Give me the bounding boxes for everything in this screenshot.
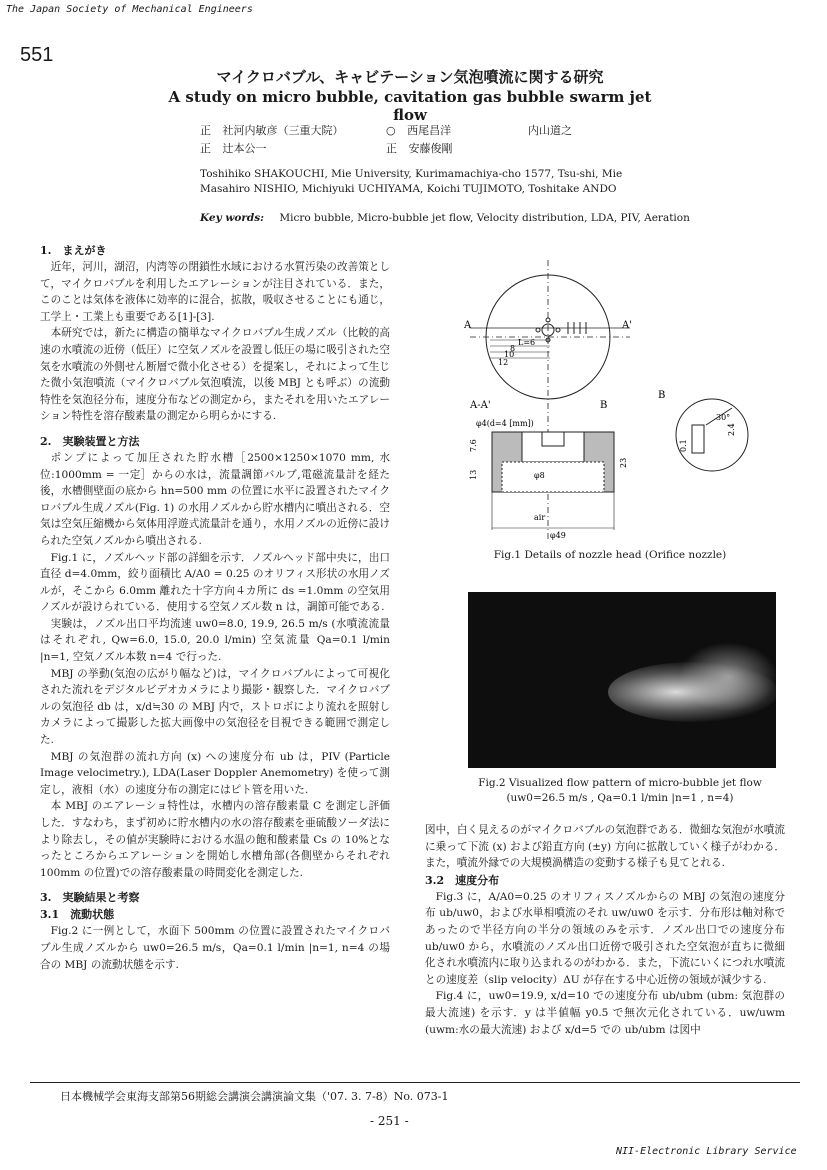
title-jp: マイクロバブル、キャビテーション気泡噴流に関する研究	[216, 68, 604, 86]
paragraph: 図中，白く見えるのがマイクロバブルの気泡群である．微細な気泡が水噴流に乗って下流 (x) および鉛直方向 (±y) 方向に拡散していく様子がわかる．また，噴流外縁での大規模渦構造の変動する様子も見てとれる.	[425, 824, 785, 870]
author-row-2b	[386, 140, 453, 156]
page-number: - 251 -	[370, 1114, 409, 1128]
paragraph: Fig.3 に，A/A0=0.25 のオリフィスノズルからの MBJ の気泡の速度分布 ub/uw0，および水単相噴流のそれ uw/uw0 を示す．分布形は軸対称であったので半径方向の半分の領域のみを示す．ノズル出口での速度分布 ub/uw0 から，水噴流のノズル出口近傍で吸引された空気泡が直ちに微細化され水噴流内に取り込まれるのがわかる．また，下流にいくにつれ水噴流との速度差（slip velocity）ΔU が存在する中心近傍の領域が減少する.	[425, 890, 785, 986]
fig1-caption: Fig.1 Details of nozzle head (Orifice nozzle)	[493, 549, 727, 561]
paragraph: Fig.1 に，ノズルヘッド部の詳細を示す．ノズルヘッド部中央に，出口直径 d=4.0mm，絞り面積比 A/A0 = 0.25 のオリフィス形状の水用ノズルが，そこから 6.0mm 離れた十字方向４カ所に ds =1.0mm の空気用ノズルが設けられている．使用する空気ノズル数 n は，調節可能である.	[40, 551, 390, 614]
fig1-nozzle-diagram	[430, 240, 790, 560]
label-a-prime: A'	[622, 320, 632, 331]
right-column	[425, 822, 785, 1038]
label-2-4: 2.4	[727, 423, 736, 436]
label-aa: A-A'	[470, 400, 491, 411]
label-0-1: 0.1	[679, 439, 688, 452]
section-3-heading: 3. 実験結果と考察	[40, 891, 140, 905]
section-3-1-heading: 3.1 流動状態	[40, 908, 115, 922]
author-row-1b	[386, 122, 451, 138]
authors-en-line2: Masahiro NISHIO, Michiyuki UCHIYAMA, Koichi TUJIMOTO, Toshitake ANDO	[200, 183, 617, 195]
paper-number: 551	[20, 44, 54, 66]
keywords-text: Micro bubble, Micro-bubble jet flow, Velocity distribution, LDA, PIV, Aeration	[279, 212, 690, 224]
label-l: L=6	[518, 338, 536, 347]
label-phi8: φ8	[534, 471, 545, 480]
label-10: 10	[504, 350, 515, 359]
label-b: B	[600, 400, 608, 411]
label-phi49: φ49	[550, 531, 566, 540]
society-header: The Japan Society of Mechanical Engineers	[6, 4, 253, 15]
section-1-heading: 1. まえがき	[40, 244, 107, 257]
author-name: 社河内敏彦（三重大院）	[222, 124, 344, 137]
authors-en-line1: Toshihiko SHAKOUCHI, Mie University, Kurimamachiya-cho 1577, Tsu-shi, Mie	[200, 168, 623, 180]
label-b2: B	[658, 390, 666, 401]
author-name: 内山道之	[528, 124, 572, 137]
section-2-heading: 2. 実験装置と方法	[40, 434, 140, 448]
author-row-1	[200, 122, 344, 138]
footer-rule	[30, 1082, 800, 1083]
label-12: 12	[498, 358, 509, 367]
paragraph: ポンプによって加圧された貯水槽［2500×1250×1070 mm, 水位:1000mm = 一定］からの水は，流量調節バルブ,電磁流量計を経た後，水槽側壁面の底から hn=500 mm の位置に水平に設置されたマイクロバブル生成ノズル(Fig. 1) の水用ノズルから貯水槽内に噴出される．空気は空気圧縮機から気体用浮遊式流量計を通り，水用ノズルの近傍に設けられた空気ノズルから噴出される.	[40, 451, 390, 547]
label-7-6: 7.6	[469, 439, 478, 452]
label-23: 23	[619, 457, 628, 468]
paragraph: 本研究では，新たに構造の簡単なマイクロバブル生成ノズル（比較的高速の水噴流の近傍（低圧）に空気ノズルを設置し低圧の場に吸引された空気を水噴流の外側せん断層で微小化させる）を提案し，それによって生じた微小気泡噴流（マイクロバブル気泡噴流，以後 MBJ とも呼ぶ）の流動特性を気泡径分布，速度分布などの測定から，またそれを用いたエアレーション特性を溶存酸素量の測定から明らかにする.	[40, 327, 390, 423]
keywords-label: Key words:	[200, 212, 265, 224]
proceedings-footer: 日本機械学会東海支部第56期総会講演会講演論文集（'07. 3. 7-8）No. 073-1	[60, 1090, 449, 1103]
paragraph: MBJ の挙動(気泡の広がり幅など)は，マイクロバブルによって可視化された流れをデジタルビデオカメラにより撮影・観察した．マイクロバブルの気泡径 db は，x/d≒30 の MBJ 内で，ストロボにより流れを照射しカメラによって撮影した拡大画像中の気泡径を目視できる範囲で測定した.	[40, 667, 390, 747]
label-air: air	[534, 513, 546, 522]
service-footer: NII-Electronic Library Service	[616, 1146, 797, 1157]
paragraph: 実験は，ノズル出口平均流速 uw0=8.0, 19.9, 26.5 m/s (水噴流流量はそれぞれ, Qw=6.0, 15.0, 20.0 l/min) 空気流量 Qa=0.1 l/min |n=1, 空気ノズル本数 n=4 で行った.	[40, 617, 390, 664]
label-a: A	[464, 320, 472, 331]
label-phi4: φ4(d=4 [mm])	[476, 419, 534, 428]
fig2-subcaption: (uw0=26.5 m/s , Qa=0.1 l/min |n=1 , n=4)	[506, 792, 734, 804]
author-mark: 正	[386, 142, 397, 155]
fig2-flow-image	[468, 592, 776, 768]
author-mark: 正	[200, 142, 211, 155]
paragraph: Fig.2 に一例として，水面下 500mm の位置に設置されたマイクロバブル生成ノズルから uw0=26.5 m/s，Qa=0.1 l/min |n=1, n=4 の場合の MBJ の流動状態を示す.	[40, 925, 390, 971]
author-mark: 正	[200, 124, 211, 137]
author-name: 西尾昌洋	[407, 124, 452, 137]
left-column	[40, 238, 390, 973]
label-8: 8	[510, 344, 516, 353]
label-angle: 30°	[716, 413, 731, 422]
keywords	[200, 212, 690, 224]
author-mark: ○	[386, 124, 396, 137]
fig2-caption: Fig.2 Visualized flow pattern of micro-bubble jet flow	[478, 777, 762, 789]
title-en: A study on micro bubble, cavitation gas bubble swarm jet flow	[168, 88, 652, 124]
author-name: 安藤俊剛	[408, 142, 453, 155]
paragraph: 近年，河川，湖沼，内湾等の閉鎖性水域における水質汚染の改善策として，マイクロバブルを利用したエアレーションが注目されている．また，このことは気体を液体に効率的に混合，拡散，吸収させることにも通じ，工学上・工業上も重要である[1]-[3].	[40, 261, 390, 323]
author-row-2	[200, 140, 267, 156]
label-13: 13	[469, 469, 478, 480]
paragraph: Fig.4 に，uw0=19.9, x/d=10 での速度分布 ub/ubm (ubm: 気泡群の最大流速) を示す．y は半値幅 y0.5 で無次元化されている．uw/uwm (uwm:水の最大流速) および x/d=5 での ub/ubm は図中	[425, 990, 785, 1036]
author-row-1c	[528, 122, 572, 138]
section-3-2-heading: 3.2 速度分布	[425, 873, 500, 887]
author-name: 辻本公一	[222, 142, 267, 155]
paragraph: 本 MBJ のエアレーショ特性は，水槽内の溶存酸素量 C を測定し評価した．すなわち，まず初めに貯水槽内の水の溶存酸素を亜硫酸ソーダ法により除去し，その値が実験時における水温の飽和酸素量 Cs の 10%となったところからエアレーションを開始し水槽角部(各側壁からそれぞれ 100mm の位置)での溶存酸素量の時間変化を測定した.	[40, 800, 390, 879]
paragraph: MBJ の気泡群の流れ方向 (x) への速度分布 ub は，PIV (Particle Image velocimetry.), LDA(Laser Doppler Anemometry) を使って測定し，液相（水）の速度分布の測定にはピト管を用いた.	[40, 750, 390, 796]
